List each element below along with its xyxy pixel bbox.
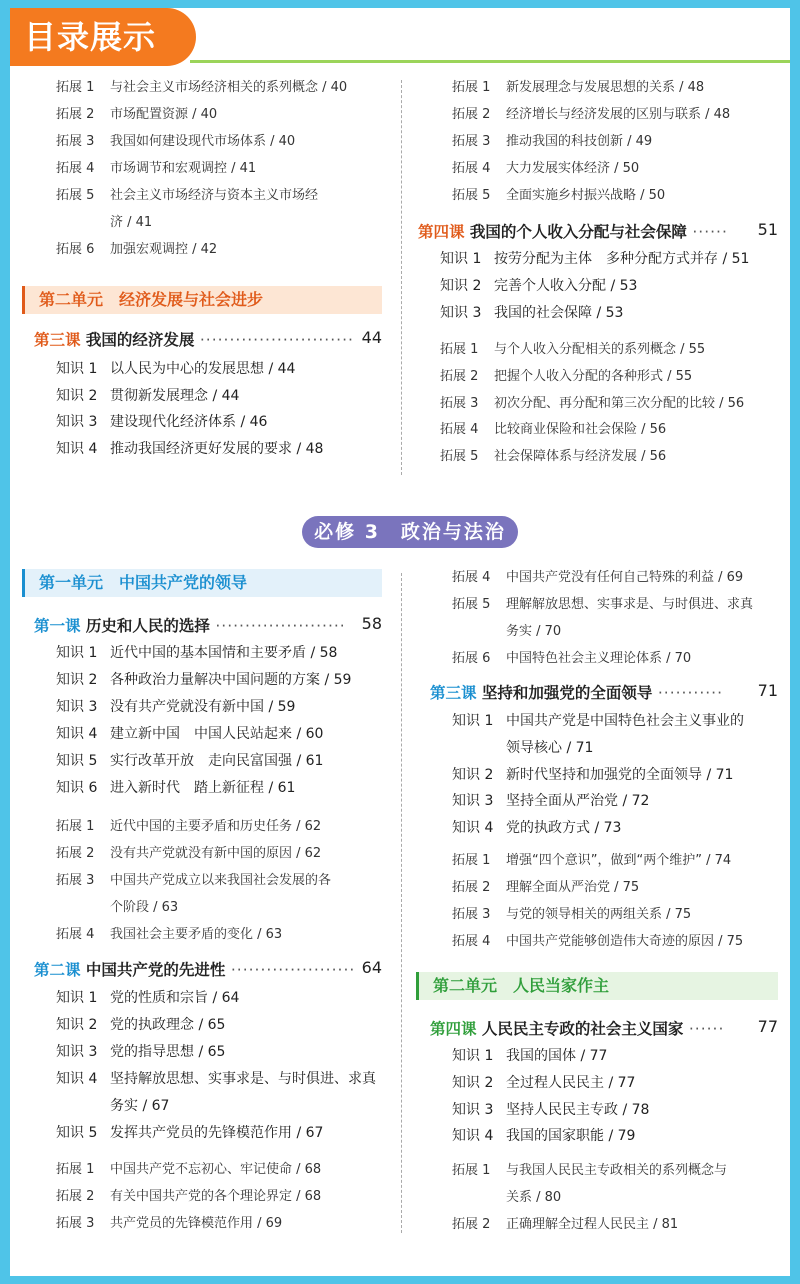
item-text: 没有共产党就没有新中国的原因 / 62 — [110, 846, 322, 861]
item-text: 中国共产党成立以来我国社会发展的各 — [110, 873, 332, 888]
toc-item — [56, 1158, 321, 1177]
lesson-number: 第一课 — [34, 617, 81, 635]
lesson-number: 第四课 — [418, 223, 465, 241]
item-label: 知识 2 — [440, 278, 482, 294]
item-label: 知识 4 — [56, 440, 98, 457]
toc-item — [56, 923, 282, 942]
item-text: 我国社会主要矛盾的变化 / 63 — [110, 927, 283, 942]
item-label: 知识 2 — [452, 766, 494, 783]
toc-item — [56, 842, 321, 861]
item-text: 坚持解放思想、实事求是、与时俱进、求真 — [110, 1071, 376, 1087]
lesson-title: 人民民主专政的社会主义国家 — [481, 1020, 684, 1038]
item-text: 党的指导思想 / 65 — [110, 1044, 226, 1060]
item-label: 知识 5 — [56, 1125, 98, 1141]
header-rule — [190, 60, 790, 63]
lesson-heading — [34, 958, 382, 980]
lesson-page: 58 — [361, 614, 382, 633]
lesson-heading — [418, 220, 778, 242]
item-label: 拓展 2 — [56, 107, 95, 122]
item-text: 济 / 41 — [110, 215, 153, 230]
item-text: 近代中国的基本国情和主要矛盾 / 58 — [110, 645, 338, 661]
item-text: 市场调节和宏观调控 / 41 — [110, 161, 257, 176]
item-label: 拓展 4 — [56, 161, 95, 176]
item-text: 市场配置资源 / 40 — [110, 107, 218, 122]
item-text: 把握个人收入分配的各种形式 / 55 — [494, 368, 693, 384]
item-text: 贯彻新发展理念 / 44 — [110, 387, 240, 404]
toc-item — [452, 1045, 607, 1065]
toc-item — [452, 1125, 635, 1145]
lesson-title: 中国共产党的先进性 — [85, 961, 226, 979]
lesson-page: 71 — [757, 681, 778, 700]
toc-item — [452, 710, 744, 730]
item-text: 发挥共产党员的先锋模范作用 / 67 — [110, 1125, 324, 1141]
item-text: 中国共产党没有任何自己特殊的利益 / 69 — [506, 570, 744, 585]
item-label: 拓展 4 — [452, 934, 491, 949]
item-label: 知识 2 — [452, 1074, 494, 1091]
toc-item — [56, 750, 323, 770]
item-text: 共产党员的先锋模范作用 / 69 — [110, 1216, 283, 1231]
item-text: 理解解放思想、实事求是、与时俱进、求真 — [506, 597, 754, 612]
item-text: 党的执政理念 / 65 — [110, 1017, 226, 1033]
item-text: 新时代坚持和加强党的全面领导 / 71 — [506, 766, 734, 783]
toc-item — [452, 790, 649, 810]
item-label: 拓展 1 — [56, 1162, 95, 1177]
toc-item — [452, 764, 733, 784]
item-text: 坚持人民民主专政 / 78 — [506, 1101, 650, 1118]
leader-dots: ··········· — [657, 684, 724, 702]
item-label: 拓展 1 — [452, 80, 491, 95]
item-label: 拓展 2 — [452, 107, 491, 122]
toc-item — [452, 157, 639, 176]
item-text: 大力发展实体经济 / 50 — [506, 161, 640, 176]
item-text: 与个人收入分配相关的系列概念 / 55 — [494, 342, 706, 357]
item-label: 知识 1 — [452, 1048, 494, 1064]
item-label: 拓展 4 — [452, 570, 491, 585]
item-label: 知识 3 — [440, 305, 482, 321]
toc-item — [56, 696, 295, 716]
toc-item — [452, 76, 704, 95]
toc-item — [56, 157, 256, 176]
item-text: 中国共产党能够创造伟大奇迹的原因 / 75 — [506, 934, 744, 949]
lesson-title: 坚持和加强党的全面领导 — [481, 684, 653, 702]
toc-item — [56, 238, 217, 257]
toc-item — [452, 620, 561, 639]
item-text: 初次分配、再分配和第三次分配的比较 / 56 — [494, 395, 745, 411]
item-text: 关系 / 80 — [506, 1190, 562, 1205]
lesson-page: 44 — [361, 328, 382, 347]
toc-item — [56, 1185, 321, 1204]
toc-item — [56, 896, 178, 915]
item-label: 知识 3 — [56, 414, 98, 430]
lesson-number: 第三课 — [430, 684, 477, 702]
column-divider — [401, 573, 402, 1233]
item-text: 社会保障体系与经济发展 / 56 — [494, 449, 667, 465]
item-text: 有关中国共产党的各个理论界定 / 68 — [110, 1189, 322, 1204]
page-title: 目录展示 — [10, 8, 196, 66]
item-text: 全面实施乡村振兴战略 / 50 — [506, 188, 666, 203]
leader-dots: ······ — [692, 223, 728, 241]
leader-dots: ······················ — [215, 617, 346, 635]
item-label: 知识 4 — [452, 1128, 494, 1145]
item-text: 近代中国的主要矛盾和历史任务 / 62 — [110, 819, 322, 834]
item-text: 以人民为中心的发展思想 / 44 — [110, 361, 296, 377]
item-label: 拓展 3 — [56, 134, 95, 149]
toc-item — [440, 392, 744, 411]
item-text: 进入新时代 踏上新征程 / 61 — [110, 780, 296, 796]
toc-item — [56, 1212, 282, 1231]
item-label: 拓展 5 — [452, 597, 491, 612]
toc-item — [56, 358, 295, 378]
item-label: 知识 2 — [56, 672, 98, 688]
item-label: 拓展 4 — [56, 927, 95, 942]
item-label: 拓展 2 — [56, 846, 95, 861]
item-label: 拓展 6 — [452, 651, 491, 666]
item-label: 拓展 3 — [56, 873, 95, 888]
item-text: 社会主义市场经济与资本主义市场经 — [110, 188, 319, 203]
item-text: 中国共产党是中国特色社会主义事业的 — [506, 713, 744, 729]
leader-dots: ····················· — [230, 961, 356, 979]
lesson-heading — [430, 1017, 778, 1039]
item-label: 拓展 2 — [452, 1217, 491, 1232]
item-text: 正确理解全过程人民民主 / 81 — [506, 1217, 679, 1232]
item-text: 中国共产党不忘初心、牢记使命 / 68 — [110, 1162, 322, 1177]
item-label: 拓展 5 — [56, 188, 95, 203]
toc-item — [56, 184, 318, 203]
item-text: 我国的国体 / 77 — [506, 1048, 608, 1064]
toc-item — [452, 849, 731, 868]
toc-item — [56, 76, 347, 95]
item-text: 比较商业保险和社会保险 / 56 — [494, 422, 667, 438]
item-label: 知识 4 — [56, 1071, 98, 1087]
toc-item — [56, 1068, 376, 1088]
lesson-heading — [34, 614, 382, 636]
unit-heading: 第二单元 人民当家作主 — [416, 972, 778, 1000]
item-text: 建设现代化经济体系 / 46 — [110, 414, 268, 430]
toc-item — [452, 1159, 727, 1178]
lesson-title: 我国的个人收入分配与社会保障 — [469, 223, 687, 241]
lesson-number: 第四课 — [430, 1020, 477, 1038]
toc-item — [440, 445, 666, 464]
item-label: 拓展 1 — [56, 80, 95, 95]
item-label: 知识 5 — [56, 753, 98, 769]
item-text: 务实 / 70 — [506, 624, 562, 639]
item-text: 坚持全面从严治党 / 72 — [506, 793, 650, 810]
unit-heading: 第一单元 中国共产党的领导 — [22, 569, 382, 597]
item-label: 拓展 1 — [452, 1163, 491, 1178]
lesson-title: 我国的经济发展 — [85, 331, 195, 349]
toc-item — [56, 723, 323, 743]
contents-page — [10, 8, 790, 1276]
leader-dots: ·························· — [199, 331, 354, 349]
item-label: 知识 6 — [56, 780, 98, 796]
section-title: 必修 3 政治与法治 — [302, 516, 518, 548]
item-label: 知识 2 — [56, 387, 98, 404]
toc-item — [452, 876, 639, 895]
item-label: 拓展 3 — [56, 1216, 95, 1231]
toc-item — [56, 211, 152, 230]
toc-item — [440, 418, 666, 437]
item-text: 个阶段 / 63 — [110, 900, 179, 915]
item-label: 拓展 3 — [452, 134, 491, 149]
item-text: 理解全面从严治党 / 75 — [506, 880, 640, 895]
item-text: 经济增长与经济发展的区别与联系 / 48 — [506, 107, 731, 122]
item-text: 务实 / 67 — [110, 1098, 170, 1114]
toc-item — [452, 103, 730, 122]
toc-item — [452, 1213, 678, 1232]
toc-item — [452, 647, 691, 666]
toc-item — [56, 411, 267, 431]
item-text: 中国特色社会主义理论体系 / 70 — [506, 651, 692, 666]
toc-item — [56, 1095, 169, 1115]
item-text: 加强宏观调控 / 42 — [110, 242, 218, 257]
toc-item — [56, 1041, 225, 1061]
column-divider — [401, 80, 402, 475]
item-label: 拓展 3 — [440, 395, 479, 411]
toc-item — [56, 130, 295, 149]
item-label: 拓展 1 — [56, 819, 95, 834]
item-label: 拓展 1 — [452, 853, 491, 868]
item-text: 我国如何建设现代市场体系 / 40 — [110, 134, 296, 149]
toc-item — [56, 103, 217, 122]
toc-item — [56, 777, 295, 797]
toc-item — [452, 1072, 635, 1092]
item-text: 与党的领导相关的两组关系 / 75 — [506, 907, 692, 922]
item-text: 增强“四个意识”，做到“两个维护” / 74 — [506, 853, 732, 868]
item-label: 知识 3 — [56, 1044, 98, 1060]
unit-heading: 第二单元 经济发展与社会进步 — [22, 286, 382, 314]
toc-item — [440, 338, 705, 357]
leader-dots: ······ — [688, 1020, 725, 1038]
toc-item — [56, 987, 239, 1007]
toc-item — [452, 903, 691, 922]
item-label: 拓展 4 — [440, 422, 479, 438]
item-text: 我国的社会保障 / 53 — [494, 305, 624, 321]
item-label: 知识 4 — [56, 726, 98, 742]
item-label: 拓展 2 — [56, 1189, 95, 1204]
item-text: 新发展理念与发展思想的关系 / 48 — [506, 80, 705, 95]
lesson-number: 第三课 — [34, 331, 81, 349]
lesson-title: 历史和人民的选择 — [85, 617, 210, 635]
item-label: 知识 3 — [452, 793, 494, 810]
item-text: 实行改革开放 走向民富国强 / 61 — [110, 753, 324, 769]
toc-item — [452, 930, 743, 949]
item-label: 拓展 1 — [440, 342, 479, 357]
item-label: 知识 4 — [452, 820, 494, 837]
toc-item — [56, 438, 323, 458]
lesson-page: 77 — [757, 1017, 778, 1036]
toc-item — [56, 815, 321, 834]
lesson-heading — [34, 328, 382, 350]
item-text: 党的性质和宗旨 / 64 — [110, 990, 240, 1006]
item-text: 与社会主义市场经济相关的系列概念 / 40 — [110, 80, 348, 95]
toc-item — [452, 593, 753, 612]
item-label: 知识 1 — [452, 713, 494, 729]
toc-item — [452, 566, 743, 585]
item-text: 全过程人民民主 / 77 — [506, 1074, 636, 1091]
item-label: 知识 1 — [56, 361, 98, 377]
toc-item — [440, 275, 637, 295]
item-label: 拓展 3 — [452, 907, 491, 922]
item-text: 与我国人民民主专政相关的系列概念与 — [506, 1163, 728, 1178]
item-text: 各种政治力量解决中国问题的方案 / 59 — [110, 672, 352, 688]
toc-item — [452, 1186, 561, 1205]
toc-item — [56, 642, 337, 662]
item-label: 知识 3 — [452, 1101, 494, 1118]
toc-item — [452, 184, 665, 203]
item-text: 建立新中国 中国人民站起来 / 60 — [110, 726, 324, 742]
item-label: 知识 1 — [56, 645, 98, 661]
item-text: 党的执政方式 / 73 — [506, 820, 622, 837]
item-text: 我国的国家职能 / 79 — [506, 1128, 636, 1145]
lesson-heading — [430, 681, 778, 703]
toc-item — [56, 1122, 323, 1142]
toc-item — [440, 248, 749, 268]
item-label: 拓展 2 — [440, 368, 479, 384]
toc-item — [452, 817, 621, 837]
item-text: 推动我国经济更好发展的要求 / 48 — [110, 440, 324, 457]
toc-item — [56, 669, 351, 689]
item-label: 知识 2 — [56, 1017, 98, 1033]
item-label: 拓展 6 — [56, 242, 95, 257]
lesson-page: 64 — [361, 958, 382, 977]
toc-item — [440, 365, 692, 384]
toc-item — [56, 385, 239, 405]
item-text: 按劳分配为主体 多种分配方式并存 / 51 — [494, 251, 750, 267]
lesson-page: 51 — [757, 220, 778, 239]
item-text: 完善个人收入分配 / 53 — [494, 278, 638, 294]
item-label: 拓展 2 — [452, 880, 491, 895]
item-text: 没有共产党就没有新中国 / 59 — [110, 699, 296, 715]
toc-item — [452, 130, 652, 149]
item-label: 知识 3 — [56, 699, 98, 715]
item-text: 推动我国的科技创新 / 49 — [506, 134, 653, 149]
item-label: 拓展 5 — [452, 188, 491, 203]
toc-item — [440, 302, 623, 322]
toc-item — [452, 737, 593, 757]
toc-item — [56, 869, 331, 888]
lesson-number: 第二课 — [34, 961, 81, 979]
toc-item — [452, 1099, 649, 1119]
item-label: 拓展 5 — [440, 449, 479, 465]
item-text: 领导核心 / 71 — [506, 739, 594, 756]
toc-item — [56, 1014, 225, 1034]
item-label: 知识 1 — [56, 990, 98, 1006]
item-label: 知识 1 — [440, 251, 482, 267]
item-label: 拓展 4 — [452, 161, 491, 176]
